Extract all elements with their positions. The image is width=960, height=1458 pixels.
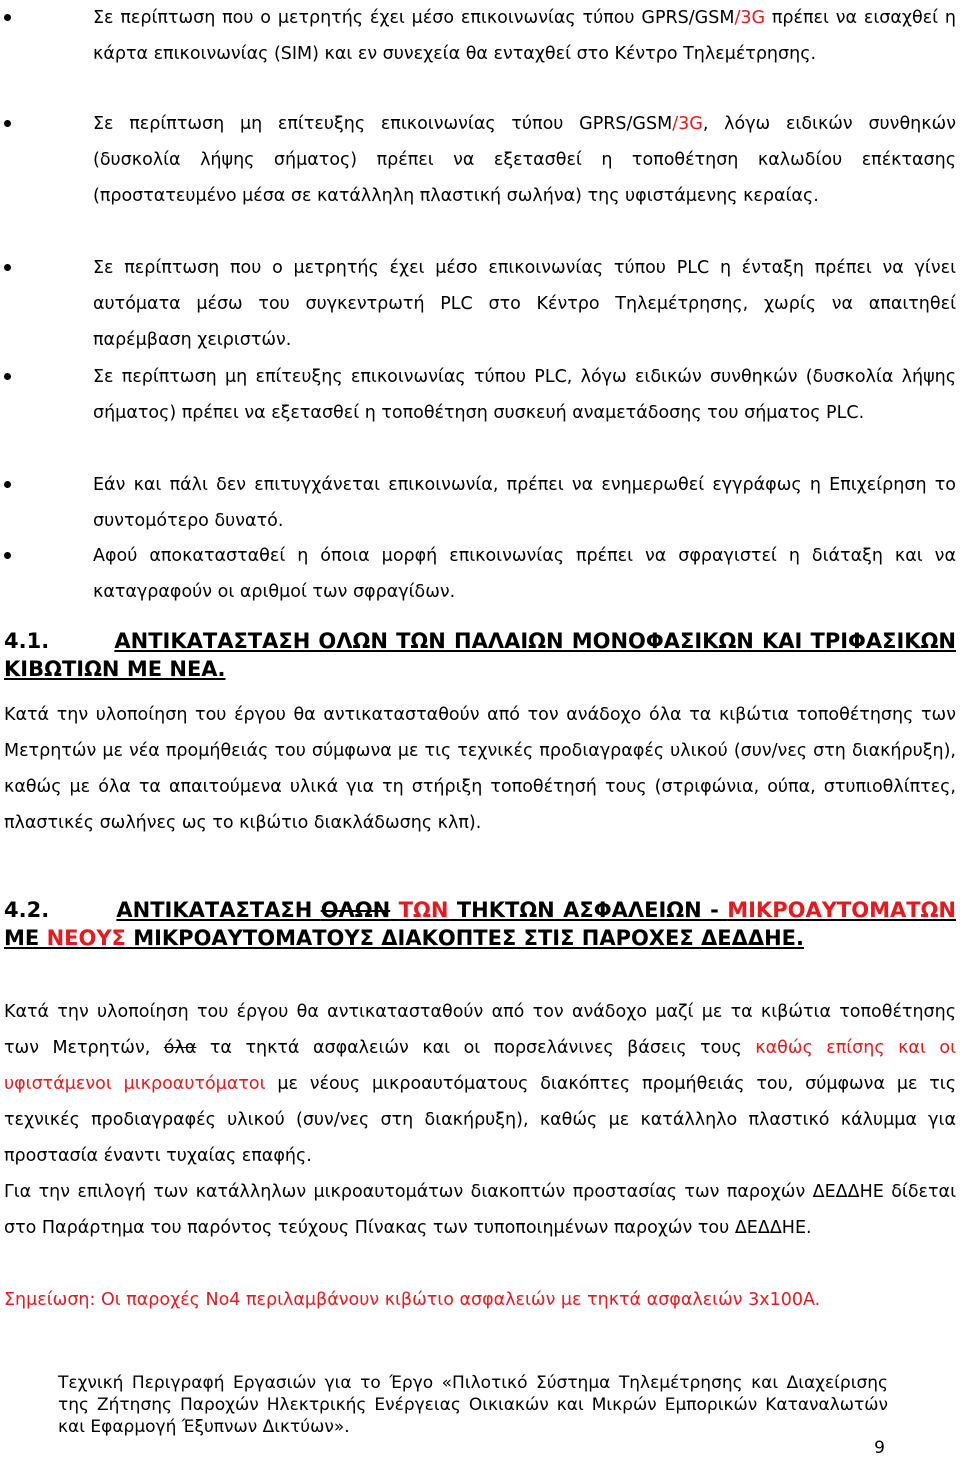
section-4-2-heading — [4, 896, 956, 952]
section-number: 4.2. — [4, 898, 50, 922]
bullet-icon — [4, 120, 11, 127]
bullet-icon — [4, 264, 11, 271]
text-segment: ΜΙΚΡΟΑΥΤΟΜΑΤΟΥΣ ΔΙΑΚΟΠΤΕΣ ΣΤΙΣ ΠΑΡΟΧΕΣ ΔΕΔΔΗΕ. — [125, 926, 805, 950]
text-segment: Εάν και πάλι δεν επιτυγχάνεται επικοινωνία, πρέπει να ενημερωθεί εγγράφως η Επιχείρηση το συντομότερο δυνατό. — [93, 475, 956, 531]
bullet-item — [0, 359, 960, 431]
text-segment: Σε περίπτωση μη επίτευξης επικοινωνίας τύπου PLC, λόγω ειδικών συνθηκών (δυσκολία λήψης σήματος) πρέπει να εξετασθεί η τοποθέτηση συσκευή αναμετάδοσης του σήματος PLC. — [93, 367, 956, 423]
bullet-icon — [4, 552, 11, 559]
section-number: 4.1. — [4, 629, 50, 653]
text-segment: Αφού αποκατασταθεί η όποια μορφή επικοινωνίας πρέπει να σφραγιστεί η διάταξη και να καταγραφούν οι αριθμοί των σφραγίδων. — [93, 546, 956, 602]
section-4-1-heading — [4, 627, 956, 683]
text-segment: ΜΕ — [4, 926, 47, 950]
text-segment: όλα — [163, 1038, 197, 1058]
bullet-icon — [4, 481, 11, 488]
bullet-item — [0, 467, 960, 539]
text-segment: ΤΩΝ — [398, 898, 449, 922]
text-segment: ΜΙΚΡΟΑΥΤΟΜΑΤΩΝ — [727, 898, 956, 922]
text-segment: /3G — [734, 8, 766, 28]
section-title — [4, 898, 956, 950]
section-4-2-note: Σημείωση: Οι παροχές Νο4 περιλαμβάνουν κιβώτιο ασφαλειών με τηκτά ασφαλειών 3x100A. — [4, 1290, 821, 1310]
bullet-icon — [4, 373, 11, 380]
page-footer: Τεχνική Περιγραφή Εργασιών για το Έργο «Πιλοτικό Σύστημα Τηλεμέτρησης και Διαχείρισης της Ζήτησης Παροχών Ηλεκτρικής Ενέργειας Οικιακών και Μικρών Εμπορικών Καταναλωτών και Εφαρμογή Έξυπνων Δικτύων». — [58, 1373, 888, 1437]
section-4-2-body-2: Για την επιλογή των κατάλληλων μικροαυτομάτων διακοπτών προστασίας των παροχών ΔΕΔΔΗΕ δίδεται στο Παράρτημα του παρόντος τεύχους Πίνακας των τυποποιημένων παροχών του ΔΕΔΔΗΕ. — [4, 1182, 956, 1238]
text-segment: ΟΛΩΝ — [320, 898, 391, 922]
text-segment: ΝΕΟΥΣ — [46, 926, 126, 950]
page-number: 9 — [874, 1438, 885, 1458]
text-segment: πρέπει να εισαχθεί η κάρτα επικοινωνίας (SIM) και εν συνεχεία θα ενταχθεί στο Κέντρο Τηλεμέτρησης. — [93, 8, 956, 64]
bullet-item — [0, 0, 960, 72]
section-4-2-body — [4, 994, 956, 1174]
section-title: ΑΝΤΙΚΑΤΑΣΤΑΣΗ ΟΛΩΝ ΤΩΝ ΠΑΛΑΙΩΝ ΜΟΝΟΦΑΣΙΚΩΝ ΚΑΙ ΤΡΙΦΑΣΙΚΩΝ ΚΙΒΩΤΙΩΝ ΜΕ ΝΕΑ. — [4, 629, 956, 681]
text-segment: Σε περίπτωση μη επίτευξης επικοινωνίας τύπου GPRS/GSM — [93, 114, 673, 134]
text-segment: τα τηκτά ασφαλειών και οι πορσελάνινες βάσεις τους — [196, 1038, 756, 1058]
text-segment: Κατά την υλοποίηση του έργου θα αντικατασταθούν από τον ανάδοχο μαζί με τα κιβώτια τοποθέτησης των Μετρητών, — [4, 1002, 956, 1058]
text-segment: με νέους μικροαυτόματους διακόπτες προμήθειάς του, σύμφωνα με τις τεχνικές προδιαγραφές υλικού (συν/νες στη διακήρυξη), καθώς με κατάλληλο πλαστικό κάλυμμα για προστασία έναντι τυχαίας επαφής. — [4, 1074, 956, 1166]
section-4-1-body: Κατά την υλοποίηση του έργου θα αντικατασταθούν από τον ανάδοχο όλα τα κιβώτια τοποθέτησης των Μετρητών με νέα προμήθειάς του σύμφωνα με τις τεχνικές προδιαγραφές υλικού (συν/νες στη διακήρυξη), καθώς με όλα τα απαιτούμενα υλικά για τη στήριξη τοποθέτησή τους (στριφώνια, ούπα, στυπιοθλίπτες, πλαστικές σωλήνες ως το κιβώτιο διακλάδωσης κλπ). — [4, 705, 956, 833]
text-segment: ΤΗΚΤΩΝ ΑΣΦΑΛΕΙΩΝ - — [448, 898, 728, 922]
bullet-icon — [4, 14, 11, 21]
text-segment: καθώς επίσης και οι υφιστάμενοι μικροαυτόματοι — [4, 1038, 956, 1094]
text-segment: ΑΝΤΙΚΑΤΑΣΤΑΣΗ — [116, 898, 321, 922]
bullet-item — [0, 250, 960, 358]
text-segment: , λόγω ειδικών συνθηκών (δυσκολία λήψης σήματος) πρέπει να εξετασθεί η τοποθέτηση καλωδίου επέκτασης (προστατευμένο μέσα σε κατάλληλη πλαστική σωλήνα) της υφιστάμενης κεραίας. — [93, 114, 956, 206]
text-segment: /3G — [672, 114, 703, 134]
bullet-item — [0, 538, 960, 610]
text-segment: Σε περίπτωση που ο μετρητής έχει μέσο επικοινωνίας τύπου GPRS/GSM — [93, 8, 735, 28]
text-segment — [390, 898, 398, 922]
text-segment: Σε περίπτωση που ο μετρητής έχει μέσο επικοινωνίας τύπου PLC η ένταξη πρέπει να γίνει αυτόματα μέσω του συγκεντρωτή PLC στο Κέντρο Τηλεμέτρησης, χωρίς να απαιτηθεί παρέμβαση χειριστών. — [93, 258, 956, 350]
bullet-item — [0, 106, 960, 214]
